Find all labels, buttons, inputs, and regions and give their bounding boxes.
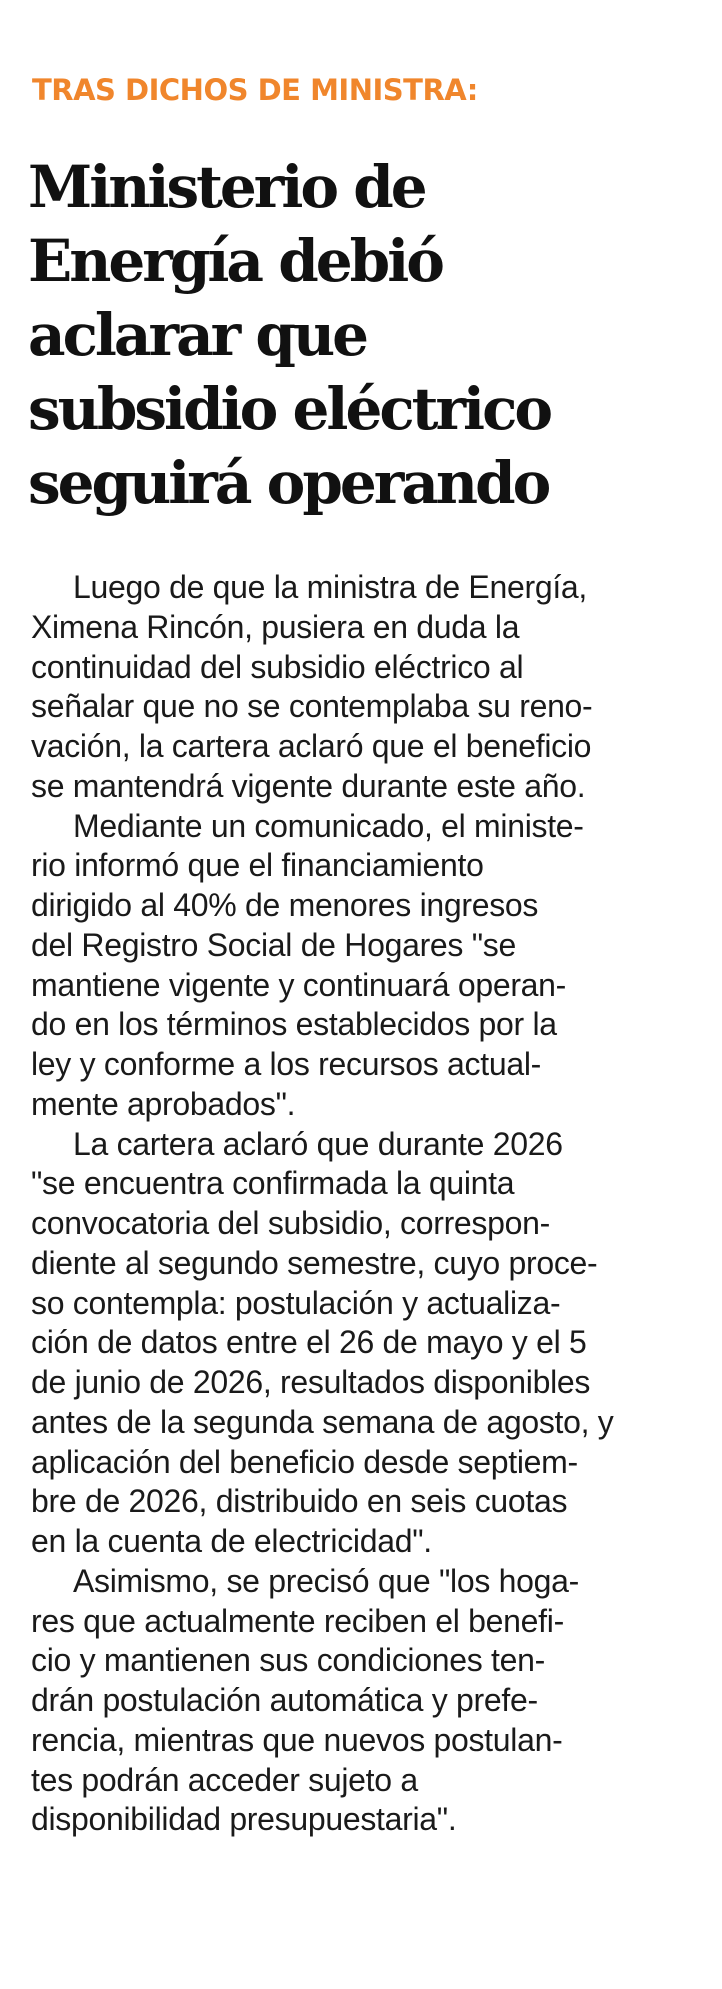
headline-line: Ministerio de (28, 153, 425, 221)
body-line: rio informó que el financiamiento (31, 847, 484, 884)
body-line: aplicación del beneficio desde septiem- (31, 1443, 578, 1480)
body-line: so contempla: postulación y actualiza- (31, 1284, 561, 1321)
body-line: Ximena Rincón, pusiera en duda la (31, 608, 520, 645)
article-headline (28, 150, 708, 520)
body-line: Mediante un comunicado, el ministe- (73, 807, 584, 844)
body-line: diente al segundo semestre, cuyo proce- (31, 1244, 598, 1281)
body-line: rencia, mientras que nuevos postulan- (31, 1721, 563, 1758)
headline-line: aclarar que (28, 301, 367, 369)
body-line: do en los términos establecidos por la (31, 1006, 557, 1043)
body-line: señalar que no se contemplaba su reno- (31, 688, 593, 725)
body-line: res que actualmente reciben el benefi- (31, 1602, 564, 1639)
body-line: ley y conforme a los recursos actual- (31, 1046, 541, 1082)
body-line: del Registro Social de Hogares "se (31, 926, 516, 963)
body-line: cio y mantienen sus condiciones ten- (31, 1642, 545, 1679)
body-line: La cartera aclaró que durante 2026 (73, 1125, 563, 1162)
body-line: "se encuentra confirmada la quinta (31, 1165, 515, 1202)
body-line: mantiene vigente y continuará operan- (31, 966, 567, 1003)
body-line: bre de 2026, distribuido en seis cuotas (31, 1483, 568, 1520)
headline-line: Energía debió (28, 227, 442, 295)
headline-line: subsidio eléctrico (28, 375, 551, 443)
body-line: antes de la segunda semana de agosto, y (31, 1403, 614, 1440)
body-line: tes podrán acceder sujeto a (31, 1761, 418, 1798)
body-line: disponibilidad presupuestaria". (31, 1801, 457, 1838)
body-line: continuidad del subsidio eléctrico al (31, 648, 524, 685)
body-line: ción de datos entre el 26 de mayo y el 5 (31, 1324, 587, 1361)
body-line: se mantendrá vigente durante este año. (31, 767, 586, 804)
body-line: dirigido al 40% de menores ingresos (31, 887, 539, 923)
body-line: Luego de que la ministra de Energía, (73, 569, 587, 605)
body-line: Asimismo, se precisó que "los hoga- (73, 1562, 579, 1599)
body-line: mente aprobados". (31, 1085, 296, 1122)
body-line: convocatoria del subsidio, correspon- (31, 1205, 550, 1241)
body-line: de junio de 2026, resultados disponibles (31, 1364, 591, 1400)
article-kicker: TRAS DICHOS DE MINISTRA: (32, 73, 478, 107)
article-body (31, 568, 711, 1840)
headline-line: seguirá operando (28, 449, 549, 517)
body-line: en la cuenta de electricidad". (31, 1523, 432, 1559)
body-line: vación, la cartera aclaró que el beneficio (31, 728, 592, 764)
body-line: drán postulación automática y prefe- (31, 1682, 538, 1718)
